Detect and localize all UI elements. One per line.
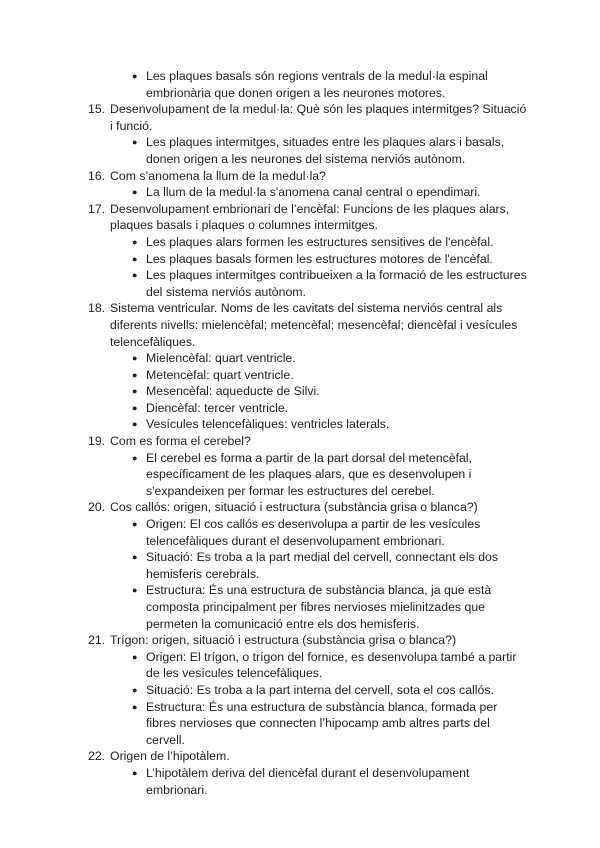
question-number: 15.: [88, 102, 106, 117]
question-text: Desenvolupament embrionari de l’encèfal: Funcions de les plaques alars, plaques basals i plaques o columnes intermitges.: [110, 201, 510, 233]
bullet-icon: ●: [132, 552, 138, 563]
bullet-text: Origen: El cos callós es desenvolupa a partir de les vesícules telencefàliques durant el desenvolupament embrionari.: [146, 517, 481, 548]
bullet-icon: ●: [132, 236, 138, 247]
bullet-text: Origen: El trígon, o trígon del fornice, es desenvolupa també a partir de les vesícules telencefàliques.: [146, 649, 517, 681]
bullet-item: [132, 549, 530, 582]
bullet-icon: ●: [132, 701, 138, 712]
bullet-text: Situació: Es troba a la part medial del cervell, connectant els dos hemisferis cerebrals.: [146, 550, 499, 581]
question-item: [88, 748, 530, 765]
question-item: [88, 201, 530, 234]
bullet-text: Estructura: És una estructura de substància blanca, ja que està composta principalment per fibres nervioses mielinitzades que permeten la comunicació entre els dos hemisferis.: [146, 583, 492, 631]
question-text: Desenvolupament de la medul·la: Què són les plaques intermitges? Situació i funció.: [110, 102, 527, 133]
bullet-text: Diencèfal: tercer ventricle.: [146, 400, 289, 415]
bullet-item: [132, 367, 530, 384]
bullet-text: Les plaques intermitges, situades entre les plaques alars i basals, donen origen a les neurones del sistema nerviós autònom.: [146, 135, 505, 166]
bullet-item: [132, 516, 530, 549]
bullet-item: [132, 134, 530, 167]
question-item: [88, 300, 530, 350]
bullet-icon: ●: [132, 270, 138, 281]
question-number: 16.: [88, 168, 106, 183]
bullet-icon: ●: [132, 71, 138, 81]
question-text: Com s’anomena la llum de la medul·la?: [110, 168, 326, 183]
bullet-text: Estructura: És una estructura de substància blanca, formada per fibres nervioses que connecten l’hipocamp amb altres parts del cervell.: [146, 699, 498, 747]
question-text: Trígon: origen, situació i estructura (substància grisa o blanca?): [110, 633, 457, 648]
question-number: 20.: [88, 500, 106, 515]
question-number: 19.: [88, 434, 106, 449]
question-number: 21.: [88, 633, 106, 648]
bullet-icon: ●: [132, 684, 138, 695]
bullet-item: [132, 68, 530, 101]
question-text: Com es forma el cerebel?: [110, 434, 251, 449]
bullet-text: Mesencèfal: aqueducte de Silvi.: [146, 384, 320, 399]
question-item: [88, 499, 530, 516]
bullet-icon: ●: [132, 651, 138, 662]
bullet-icon: ●: [132, 519, 138, 530]
bullet-icon: ●: [132, 402, 138, 413]
bullet-icon: ●: [132, 419, 138, 430]
bullet-icon: ●: [132, 452, 138, 463]
bullet-icon: ●: [132, 187, 138, 198]
bullet-icon: ●: [132, 585, 138, 596]
bullet-text: Situació: Es troba a la part interna del cervell, sota el cos callós.: [146, 682, 494, 697]
question-text: Sistema ventricular. Noms de les cavitats del sistema nerviós central als diferents nivells: mielencèfal; metencèfal; mesencèfal; diencèfal i vesícules telencefàliques.: [110, 301, 518, 349]
bullet-icon: ●: [132, 253, 138, 264]
question-number: 17.: [88, 201, 106, 216]
bullet-item: [132, 699, 530, 749]
bullet-text: El cerebel es forma a partir de la part dorsal del metencèfal, específicament de les plaques alars, que es desenvolupen i s'expandeixen per formar les estructures del cerebel.: [146, 450, 473, 498]
bullet-icon: ●: [132, 369, 138, 380]
question-item: [88, 168, 530, 185]
question-item: [88, 632, 530, 649]
bullet-icon: ●: [132, 353, 138, 364]
bullet-text: L’hipotàlem deriva del diencèfal durant el desenvolupament embrionari.: [146, 765, 470, 797]
bullet-item: [132, 450, 530, 500]
bullet-item: [132, 383, 530, 400]
bullet-icon: ●: [132, 767, 138, 778]
bullet-item: [132, 416, 530, 433]
bullet-item: [132, 582, 530, 632]
bullet-text: La llum de la medul·la s'anomena canal central o ependimari.: [146, 185, 481, 200]
question-text: Origen de l’hipotàlem.: [110, 749, 230, 764]
bullet-icon: ●: [132, 137, 138, 148]
bullet-item: [132, 765, 530, 798]
bullet-item: [132, 400, 530, 417]
bullet-text: Les plaques basals formen les estructures motores de l'encèfal.: [146, 251, 493, 266]
bullet-item: [132, 251, 530, 268]
bullet-item: [132, 350, 530, 367]
bullet-text: Vesícules telencefàliques: ventricles laterals.: [146, 417, 390, 432]
question-number: 22.: [88, 749, 106, 764]
bullet-text: Metencèfal: quart ventricle.: [146, 367, 294, 382]
bullet-text: Les plaques intermitges contribueixen a la formació de les estructures del sistema nerviós autònom.: [146, 268, 527, 299]
bullet-item: [132, 682, 530, 699]
bullet-text: Les plaques alars formen les estructures sensitives de l'encèfal.: [146, 234, 494, 249]
bullet-item: [132, 234, 530, 251]
question-item: [88, 101, 530, 134]
question-item: [88, 433, 530, 450]
bullet-item: [132, 184, 530, 201]
bullet-text: Mielencèfal: quart ventricle.: [146, 351, 296, 366]
question-number: 18.: [88, 301, 106, 316]
bullet-icon: ●: [132, 386, 138, 397]
document-content: [0, 68, 600, 798]
bullet-text: Les plaques basals són regions ventrals de la medul·la espinal embrionària que donen origen a les neurones motores.: [146, 69, 488, 100]
question-text: Cos callós: origen, situació i estructura (substància grisa o blanca?): [110, 500, 478, 515]
bullet-item: [132, 649, 530, 682]
bullet-item: [132, 267, 530, 300]
